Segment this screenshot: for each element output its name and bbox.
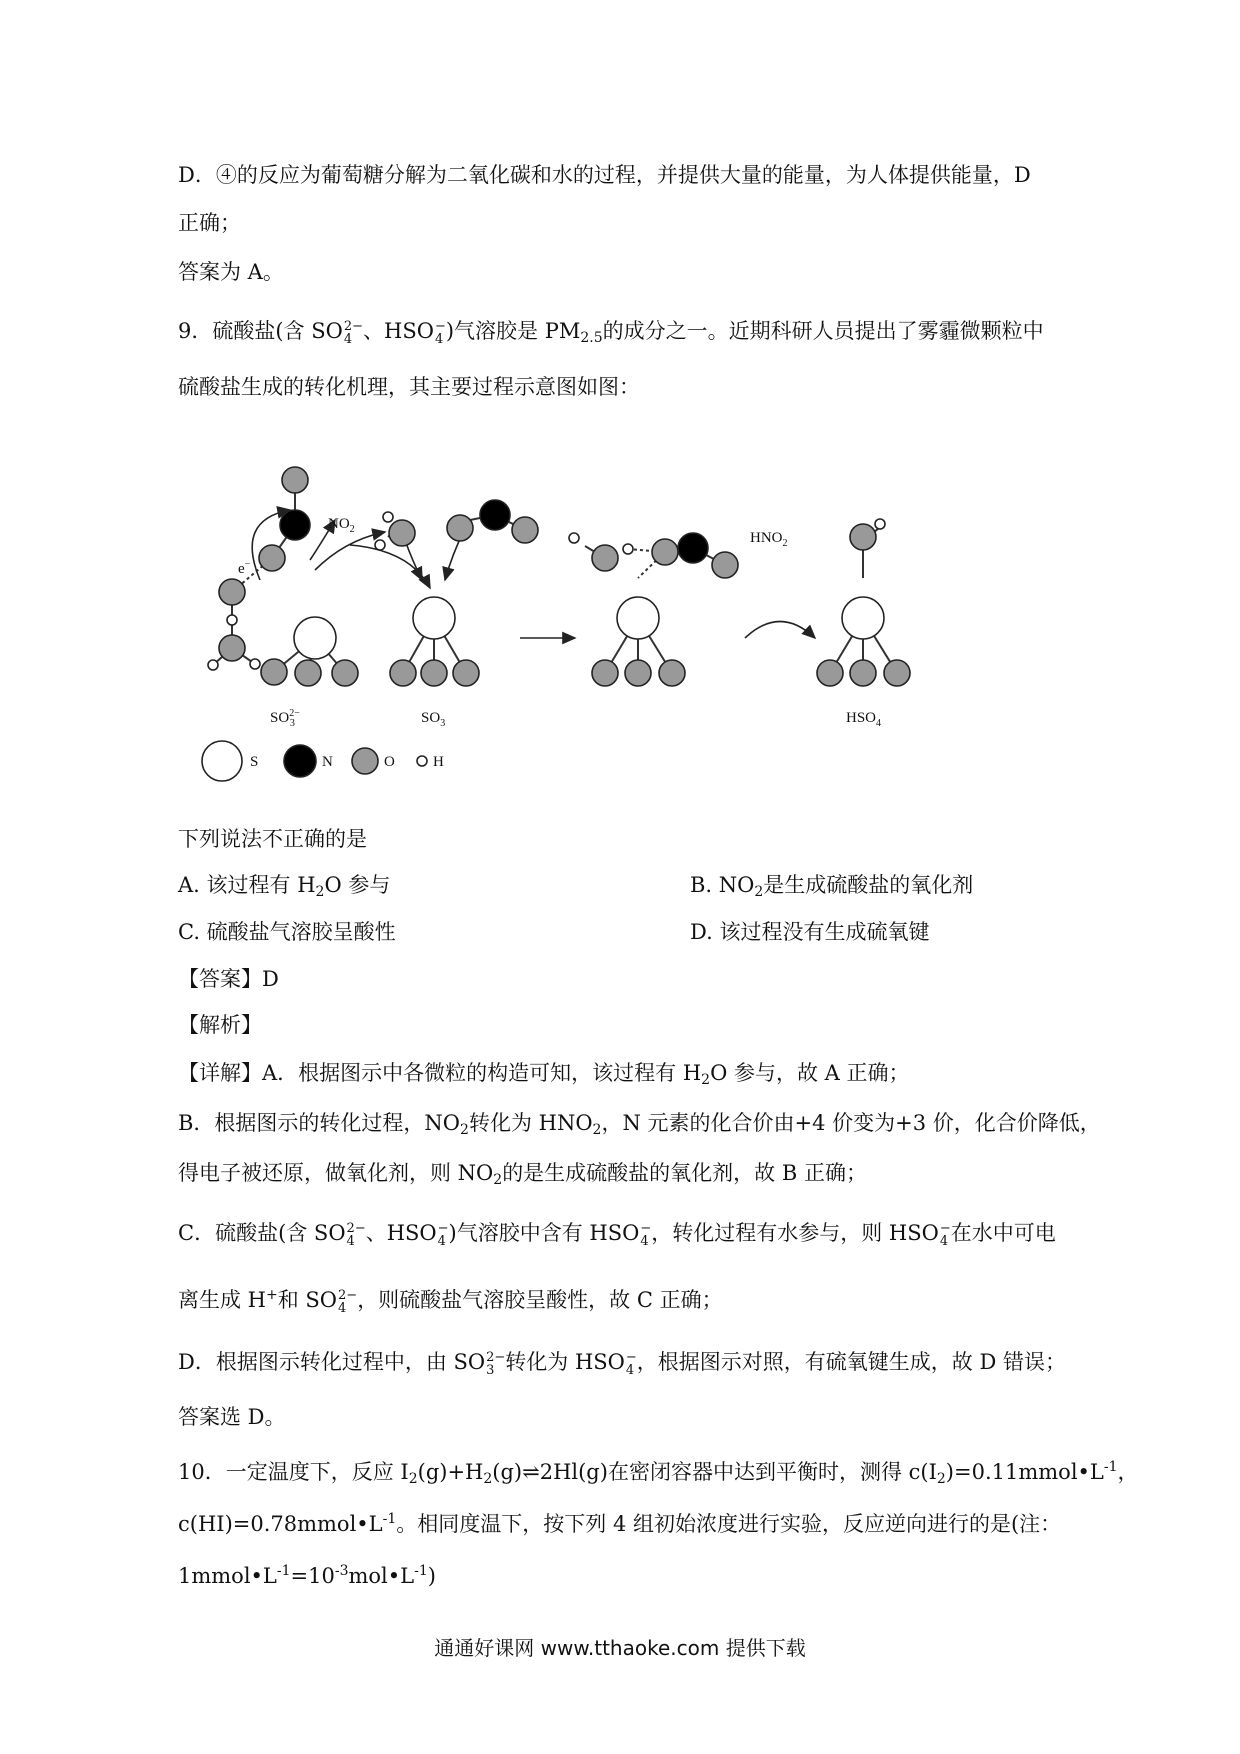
question-9-line-2: 硫酸盐生成的转化机理，其主要过程示意图如图： <box>178 375 640 399</box>
label-hso4: $HSO_4$ <box>846 710 882 729</box>
detail-c-line-1: C．硫酸盐(含 SO 2− 4 、HSO − 4 )气溶胶中含有 HSO − 4 ，转化过程有水参与，则 HSO − 4 在水中可电 <box>178 1220 1056 1249</box>
option-b: B. $NO_2$是生成硫酸盐的氧化剂 <box>690 873 974 900</box>
svg-text:N: N <box>322 754 333 770</box>
option-d: D. 该过程没有生成硫氧键 <box>690 920 930 944</box>
label-electron: e− <box>238 559 251 577</box>
detail-c-line-2: 离生成 H+和 SO 2− 4 ，则硫酸盐气溶胶呈酸性，故 C 正确； <box>178 1287 723 1316</box>
text-line: 答案为 A。 <box>178 260 284 284</box>
label-no2: $NO_2$ <box>328 516 355 535</box>
label-so3: $SO_3$ <box>421 710 446 729</box>
diagram-legend <box>202 741 444 781</box>
so3-formation-arrow <box>350 545 430 588</box>
detail-a: 【详解】A．根据图示中各微粒的构造可知，该过程有 $H_2O$ 参与，故 A 正确； <box>178 1061 910 1088</box>
analysis-heading: 【解析】 <box>178 1013 262 1037</box>
question-10-line-1: 10．一定温度下，反应 $I_2(g)+H_2(g)\rightleftharpoons 2Hl(g)$在密闭容器中达到平衡时，测得 $c(I_2)=0.11mmol•L^{-1}$， <box>178 1459 1139 1487</box>
water-arrow <box>405 540 422 580</box>
question-stem: 下列说法不正确的是 <box>178 827 367 851</box>
detail-b-line-1: B．根据图示的转化过程，$NO_2$转化为 $HNO_2$，N 元素的化合价由+4 价变为+3 价，化合价降低， <box>178 1111 1101 1138</box>
text-line: D．④的反应为葡萄糖分解为二氧化碳和水的过程，并提供大量的能量，为人体提供能量，D <box>178 163 1031 187</box>
question-10-line-3: $1mmol•L^{-1}=10^{-3}mol•L^{-1}$) <box>178 1563 436 1588</box>
label-so3-2minus: $SO^{2-}$ 3 <box>270 708 300 729</box>
page-footer: 通通好课网 www.tthaoke.com 提供下载 <box>434 1636 806 1660</box>
hno2-release-arrow <box>745 622 815 639</box>
label-hno2: $HNO_2$ <box>750 530 788 549</box>
option-a: A. 该过程有 $H_2O$ 参与 <box>178 873 391 900</box>
no2-release-arrow <box>315 532 385 570</box>
text-line: 正确； <box>178 211 241 235</box>
conclusion: 答案选 D。 <box>178 1405 286 1429</box>
svg-text:H: H <box>433 754 444 770</box>
answer: 【答案】D <box>178 967 279 991</box>
question-10-line-2: $c(HI)=0.78mmol•L^{-1}$。相同度温下，按下列 4 组初始浓度进行实验，反应逆向进行的是(注： <box>178 1511 1062 1536</box>
detail-b-line-2: 得电子被还原，做氧化剂，则 $NO_2$的是生成硫酸盐的氧化剂，故 B 正确； <box>178 1161 867 1188</box>
svg-text:S: S <box>250 754 259 770</box>
option-c: C. 硫酸盐气溶胶呈酸性 <box>178 920 396 944</box>
question-9-line-1: 9．硫酸盐(含 SO 2− 4 、HSO − 4 )气溶胶是 $PM_{2.5}$的成分之一。近期科研人员提出了雾霾微颗粒中 <box>178 318 1044 347</box>
sulfate-mechanism-diagram <box>190 460 1070 790</box>
detail-d: D．根据图示转化过程中，由 SO 2− 3 转化为 HSO − 4 ，根据图示对照，有硫氧键生成，故 D 错误； <box>178 1349 1066 1378</box>
svg-text:O: O <box>384 754 395 770</box>
